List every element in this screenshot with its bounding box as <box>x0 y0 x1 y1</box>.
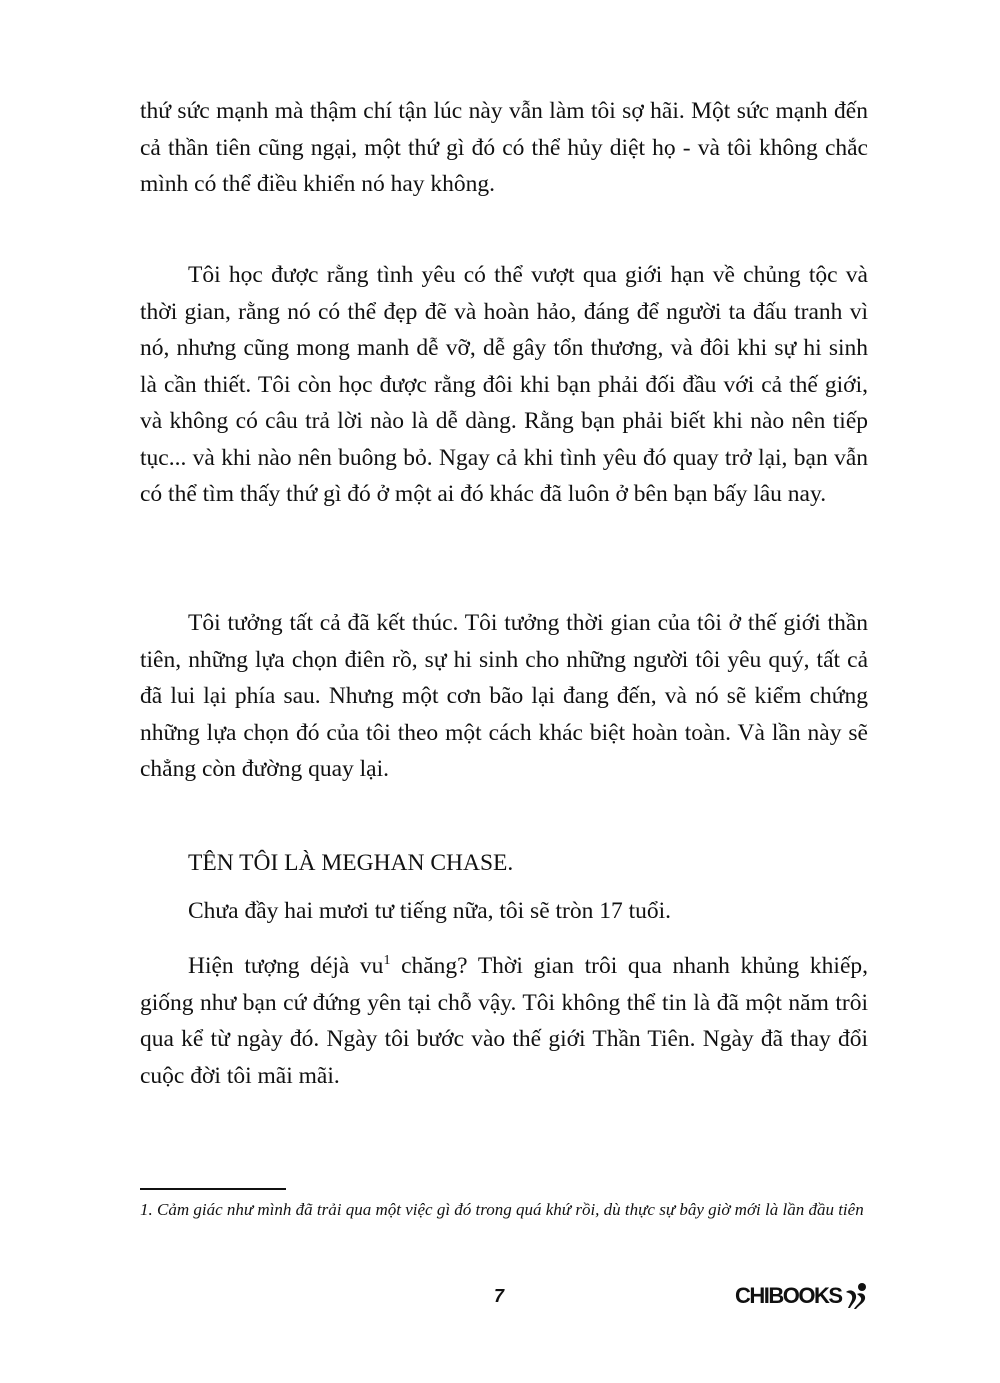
paragraph-text-end: chăng? Thời gian trôi qua nhanh khủng khiếp, giống như bạn cứ đứng yên tại chỗ vậy. Tôi không thể tin là đã một năm trôi qua kể từ ngày đó. Ngày tôi bước vào thế giới Thần Tiên. Ngày đã thay đổi cuộc đời tôi mãi mãi. <box>140 953 869 1089</box>
paragraph-deja-vu <box>140 948 868 1094</box>
paragraph-text <box>140 948 868 1094</box>
publisher-logo <box>735 1282 869 1310</box>
paragraph-text: Tôi học được rằng tình yêu có thể vượt qua giới hạn về chủng tộc và thời gian, rằng nó có thể đẹp đẽ và hoàn hảo, đáng để người ta đấu tranh vì nó, nhưng cũng mong manh dễ vỡ, dễ gây tổn thương, và đôi khi sự hi sinh là cần thiết. Tôi còn học được rằng đôi khi bạn phải đối đầu với cả thế giới, và không có câu trả lời nào là dễ dàng. Rằng bạn phải biết khi nào nên tiếp tục... và khi nào nên buông bỏ. Ngay cả khi tình yêu đó quay trở lại, bạn vẫn có thể tìm thấy thứ gì đó ở một ai đó khác đã luôn ở bên bạn bấy lâu nay. <box>140 262 868 507</box>
paragraph-storm-coming <box>140 605 868 788</box>
publisher-logo-text: CHIBOOKS <box>735 1283 842 1308</box>
paragraph-continuation <box>140 93 868 203</box>
page-number: 7 <box>494 1286 505 1306</box>
paragraph-text: TÊN TÔI LÀ MEGHAN CHASE. <box>188 850 514 876</box>
footnote-marker[interactable]: 1 <box>383 953 391 968</box>
paragraph-birthday <box>140 893 868 930</box>
footnote-divider <box>140 1188 286 1190</box>
paragraph-love-lessons <box>140 257 868 513</box>
paragraph-text: Tôi tưởng tất cả đã kết thúc. Tôi tưởng thời gian của tôi ở thế giới thần tiên, những lựa chọn điên rồ, sự hi sinh cho những người tôi yêu quý, tất cả đã lui lại phía sau. Nhưng một cơn bão lại đang đến, và nó sẽ kiểm chứng những lựa chọn đó của tôi theo một cách khác biệt hoàn toàn. Và lần này sẽ chẳng còn đường quay lại. <box>140 610 868 782</box>
footnote-text: 1. Cảm giác như mình đã trải qua một việc gì đó trong quá khứ rồi, dù thực sự bây giờ mới là lần đầu tiên <box>140 1200 864 1219</box>
paragraph-text: Chưa đầy hai mươi tư tiếng nữa, tôi sẽ tròn 17 tuổi. <box>188 898 672 924</box>
leaf-figure-icon <box>843 1282 869 1310</box>
paragraph-text: thứ sức mạnh mà thậm chí tận lúc này vẫn làm tôi sợ hãi. Một sức mạnh đến cả thần tiên cũng ngại, một thứ gì đó có thể hủy diệt họ - và tôi không chắc mình có thể điều khiển nó hay không. <box>140 98 868 197</box>
paragraph-text-start: Hiện tượng déjà vu <box>188 953 384 979</box>
paragraph-name-heading <box>140 845 868 882</box>
